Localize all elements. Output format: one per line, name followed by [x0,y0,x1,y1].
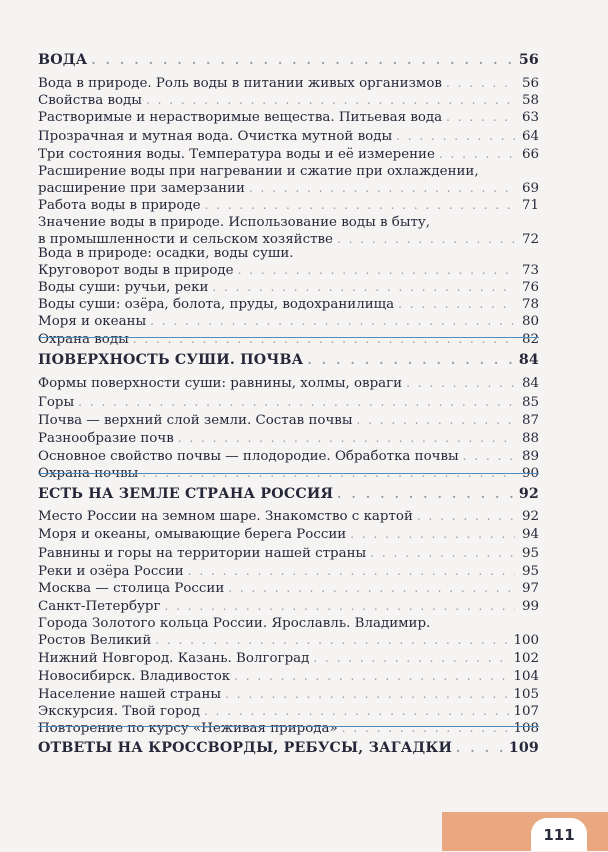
page-ref: 56 [518,52,539,68]
page-ref: 64 [521,129,539,144]
page-number: 111 [531,818,587,851]
dot-leader [350,526,515,543]
entry-title: Растворимые и нерастворимые вещества. Питьевая вода [38,110,443,125]
toc-entry [38,394,539,411]
entry-title: Формы поверхности суши: равнины, холмы, овраги [38,376,403,391]
dot-leader [337,231,515,248]
toc-entry [38,650,539,667]
dot-leader [313,650,509,667]
entry-title: Вода в природе. Роль воды в питании живых организмов [38,76,442,91]
section-divider [38,726,539,727]
dot-leader [146,92,515,109]
entry-title: Три состояния воды. Температура воды и её измерение [38,147,435,162]
toc-entry [38,448,539,465]
toc-entry [38,720,539,737]
dot-leader [463,448,515,465]
page-ref: 85 [521,395,539,410]
dot-leader [205,197,515,214]
section-divider [38,473,539,474]
dot-leader [417,508,515,525]
dot-leader [228,580,515,597]
entry-title: Работа воды в природе [38,198,201,213]
entry-title-first-line: Расширение воды при нагревании и сжатие при охлаждении, [38,164,479,179]
page-ref: 56 [521,76,539,91]
page-ref: 89 [521,449,539,464]
dot-leader [357,412,515,429]
entry-title: Охрана воды [38,332,129,347]
dot-leader [456,740,505,757]
toc-entry [38,703,539,720]
page-ref: 99 [521,599,539,614]
entry-title: Разнообразие почв [38,431,174,446]
dot-leader [225,686,509,703]
section-heading [38,486,539,503]
dot-leader [133,331,515,348]
page-ref: 109 [508,740,539,756]
dot-leader [91,52,515,69]
toc-entry [38,197,539,214]
toc-entry [38,598,539,615]
dot-leader [398,296,515,313]
page-ref: 71 [521,198,539,213]
section-title: ОТВЕТЫ НА КРОССВОРДЫ, РЕБУСЫ, ЗАГАДКИ [38,740,453,756]
dot-leader [337,486,515,503]
entry-title: Ростов Великий [38,633,152,648]
toc-entry [38,146,539,163]
entry-title: Население нашей страны [38,687,222,702]
page-ref: 76 [521,280,539,295]
toc-entry [38,279,539,296]
page-ref: 82 [521,332,539,347]
page-ref: 87 [521,413,539,428]
entry-title: Охрана почвы [38,466,139,481]
entry-title: Реки и озёра России [38,564,184,579]
page-ref: 94 [521,527,539,542]
toc-entry [38,545,539,562]
entry-title: Новосибирск. Владивосток [38,669,231,684]
toc-entry [38,313,539,330]
page-ref: 107 [513,704,539,719]
entry-title: Основное свойство почвы — плодородие. Обработка почвы [38,449,459,464]
entry-title: Моря и океаны, омывающие берега России [38,527,347,542]
toc-entry [38,375,539,392]
toc-entry [38,430,539,447]
page-ref: 92 [521,509,539,524]
section-heading [38,740,539,757]
page-ref: 88 [521,431,539,446]
entry-title: Повторение по курсу «Неживая природа» [38,721,338,736]
toc-entry [38,331,539,348]
toc-entry [38,563,539,580]
entry-title: Равнины и горы на территории нашей страны [38,546,367,561]
entry-title: Санкт-Петербург [38,599,161,614]
entry-title: Горы [38,395,75,410]
page-ref: 105 [513,687,539,702]
toc-entry [38,128,539,145]
dot-leader [188,563,515,580]
toc-entry [38,92,539,109]
dot-leader [212,279,515,296]
entry-title: Нижний Новгород. Казань. Волгоград [38,651,310,666]
entry-title-first-line: Города Золотого кольца России. Ярославль. Владимир. [38,616,431,631]
entry-title-first-line: Вода в природе: осадки, воды суши. [38,246,294,261]
entry-title: в промышленности и сельском хозяйстве [38,232,333,247]
dot-leader [155,632,509,649]
entry-title: Почва — верхний слой земли. Состав почвы [38,413,353,428]
entry-title: Экскурсия. Твой город [38,704,200,719]
entry-title: Прозрачная и мутная вода. Очистка мутной воды [38,129,393,144]
page-ref: 69 [521,181,539,196]
entry-title: Свойства воды [38,93,142,108]
dot-leader [342,720,510,737]
page-ref: 73 [521,263,539,278]
toc-entry [38,75,539,92]
page-ref: 92 [518,486,539,502]
dot-leader [178,430,515,447]
page-ref: 90 [521,466,539,481]
dot-leader [78,394,515,411]
page-ref: 80 [521,314,539,329]
entry-title-first-line: Значение воды в природе. Использование воды в быту, [38,215,431,230]
section-divider [38,337,539,338]
page-ref: 97 [521,581,539,596]
section-heading [38,352,539,369]
dot-leader [396,128,515,145]
section-title: ПОВЕРХНОСТЬ СУШИ. ПОЧВА [38,352,304,368]
page-ref: 66 [521,147,539,162]
toc-entry [38,109,539,126]
toc-entry [38,296,539,313]
dot-leader [439,146,515,163]
toc-entry [38,668,539,685]
dot-leader [204,703,509,720]
page-ref: 95 [521,546,539,561]
page-ref: 72 [521,232,539,247]
toc-entry [38,412,539,429]
section-heading [38,52,539,69]
page-ref: 104 [513,669,539,684]
entry-title: Моря и океаны [38,314,147,329]
dot-leader [165,598,516,615]
entry-title: расширение при замерзании [38,181,245,196]
dot-leader [446,109,515,126]
toc-entry [38,686,539,703]
section-title: ВОДА [38,52,88,68]
toc-entry [38,508,539,525]
entry-title: Круговорот воды в природе [38,263,234,278]
page-ref: 95 [521,564,539,579]
page-ref: 63 [521,110,539,125]
page-ref: 108 [513,721,539,736]
dot-leader [406,375,515,392]
dot-leader [150,313,515,330]
dot-leader [446,75,515,92]
page-ref: 102 [513,651,539,666]
entry-title: Место России на земном шаре. Знакомство с картой [38,509,413,524]
dot-leader [370,545,515,562]
dot-leader [238,262,515,279]
dot-leader [307,352,514,369]
toc-entry [38,526,539,543]
toc-entry [38,580,539,597]
page-ref: 100 [513,633,539,648]
dot-leader [234,668,509,685]
section-title: ЕСТЬ НА ЗЕМЛЕ СТРАНА РОССИЯ [38,486,334,502]
page-ref: 84 [518,352,539,368]
page-ref: 78 [521,297,539,312]
page-ref: 84 [521,376,539,391]
toc-entry [38,632,539,649]
entry-title: Москва — столица России [38,581,225,596]
entry-title: Воды суши: озёра, болота, пруды, водохранилища [38,297,395,312]
dot-leader [249,180,515,197]
toc-entry [38,262,539,279]
page-ref: 58 [521,93,539,108]
toc-entry [38,180,539,197]
entry-title: Воды суши: ручьи, реки [38,280,209,295]
